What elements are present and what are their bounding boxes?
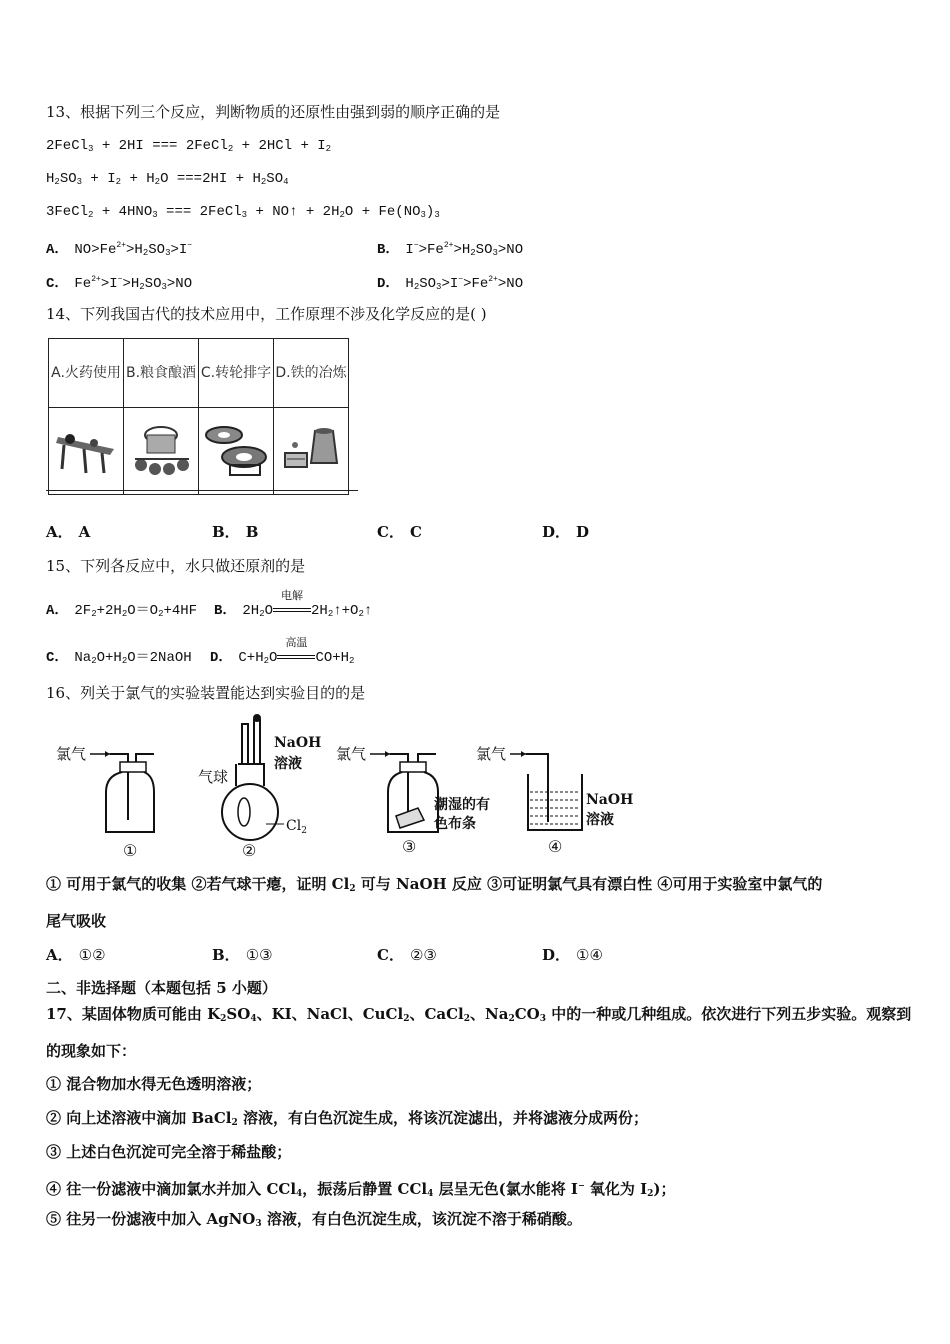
q17-step-5: ⑤ 往另一份滤液中加入 AgNO$_3$ 溶液，有白色沉淀生成，该沉淀不溶于稀硝酸。	[46, 1210, 582, 1229]
q14-cell-d: D.铁的冶炼	[274, 339, 349, 408]
q13-option-b[interactable]: B． $I^->Fe^{2+}>H_2SO_3>NO$	[377, 241, 524, 258]
q15-stem: 15、下列各反应中，水只做还原剂的是	[46, 557, 306, 575]
q14-option-c[interactable]: C． C	[377, 523, 422, 541]
q13-equation-3: 3FeCl$_2$ + $4HNO_3$ === 2FeCl$_3$ + NO↑ + $2H_2O + Fe(NO_3)_3$	[46, 204, 440, 220]
q14-cell-a: A.火药使用	[49, 339, 124, 408]
q13-stem: 13、根据下列三个反应，判断物质的还原性由强到弱的顺序正确的是	[46, 103, 501, 121]
q14-table	[48, 338, 349, 495]
q13-option-d[interactable]: D． $H_2SO_3>I^->Fe^{2+}>NO$	[377, 275, 524, 292]
q16-description: ① 可用于氯气的收集 ②若气球干瘪，证明 $Cl_2$ 可与 NaOH 反应 ③可证明氯气具有漂白性 ④可用于实验室中氯气的	[46, 875, 823, 894]
q13-option-a[interactable]: A． $NO>Fe^{2+}>H_2SO_3>I^-$	[46, 241, 193, 258]
q14-option-d[interactable]: D． D	[542, 523, 590, 541]
q16-option-a[interactable]: A． ①②	[46, 946, 106, 964]
condition-high-temp: 高温	[277, 648, 315, 668]
fig3-cloth-label-1: 潮湿的有	[434, 797, 490, 813]
q16-stem: 16、列关于氯气的实验装置能达到实验目的的是	[46, 684, 366, 702]
q17-step-1: ① 混合物加水得无色透明溶液；	[46, 1075, 262, 1093]
q15-option-a[interactable]: A． $2F_2+2H_2O=O_2+4HF$	[46, 603, 198, 619]
q14-option-b[interactable]: B． B	[212, 523, 259, 541]
q13-equation-2: $H_2SO_3 + I_2 + H_2O ===2HI + H_2SO_4$	[46, 171, 289, 187]
fig4-solution-label: 溶液	[586, 812, 614, 828]
q17-step-3: ③ 上述白色沉淀可完全溶于稀盐酸；	[46, 1143, 292, 1161]
iron-smelting-image	[274, 408, 349, 495]
fig1-number: ①	[123, 841, 138, 860]
q16-option-b[interactable]: B． ①③	[212, 946, 273, 964]
q17-step-2: ② 向上述溶液中滴加 BaCl$_2$ 溶液，有白色沉淀生成，将该沉淀滤出，并将滤液分成两份；	[46, 1109, 648, 1128]
q14-table-baseline	[46, 490, 358, 491]
movable-type-image	[199, 408, 274, 495]
q17-stem-2: 的现象如下：	[46, 1042, 137, 1060]
q13-equation-1: 2FeCl$_3$ + 2HI === 2FeCl$_2$ + $2HCl + I_2$	[46, 138, 332, 154]
section-2-heading: 二、非选择题（本题包括 5 小题）	[46, 979, 277, 997]
brewing-image	[124, 408, 199, 495]
q14-stem: 14、下列我国古代的技术应用中，工作原理不涉及化学反应的是( )	[46, 305, 487, 323]
fig3-gas-label: 氯气	[336, 745, 367, 763]
q13-option-c[interactable]: C． $Fe^{2+}>I^->H_2SO_3>NO$	[46, 275, 193, 292]
gunpowder-image	[49, 408, 124, 495]
q17-stem: 17、某固体物质可能由 $K_2SO_4$、KI、NaCl、CuCl$_2$、CaCl$_2$、$Na_2CO_3$ 中的一种或几种组成。依次进行下列五步实验。观察到	[46, 1005, 912, 1024]
q16-option-d[interactable]: D． ①④	[542, 946, 603, 964]
q14-cell-c: C.转轮排字	[199, 339, 274, 408]
q16-option-c[interactable]: C． ②③	[377, 946, 437, 964]
q15-option-b[interactable]: B． $2H_2O$ 电解 $2H_2↑+O_2↑$	[214, 591, 373, 619]
fig2-balloon-label: 气球	[198, 768, 229, 786]
q14-cell-b: B.粮食酿酒	[124, 339, 199, 408]
fig2-naoh-label: NaOH	[274, 735, 322, 751]
fig3-cloth-label-2: 色布条	[434, 816, 476, 832]
q15-option-c[interactable]: C． $Na_2O+H_2O=2NaOH$	[46, 650, 192, 666]
fig4-naoh-label: NaOH	[586, 792, 634, 808]
q16-description-2: 尾气吸收	[46, 912, 107, 930]
q14-option-a[interactable]: A． A	[46, 523, 91, 541]
fig3-number: ③	[402, 837, 417, 856]
q17-step-4: ④ 往一份滤液中滴加氯水并加入 CCl$_4$，振荡后静置 CCl$_4$ 层呈无色(氯水能将 I− 氧化为 $I_2$)；	[46, 1180, 676, 1199]
fig1-gas-label: 氯气	[56, 745, 87, 763]
fig2-number: ②	[242, 841, 257, 860]
fig4-number: ④	[548, 837, 563, 856]
fig4-gas-label: 氯气	[476, 745, 507, 763]
q15-option-d[interactable]: D． $C+H_2O$ 高温 $CO+H_2$	[210, 638, 355, 666]
fig2-cl2-label: $Cl_2$	[286, 818, 307, 836]
condition-electrolysis: 电解	[273, 601, 311, 621]
q16-apparatus-figure	[50, 712, 650, 864]
fig2-solution-label: 溶液	[274, 756, 302, 772]
